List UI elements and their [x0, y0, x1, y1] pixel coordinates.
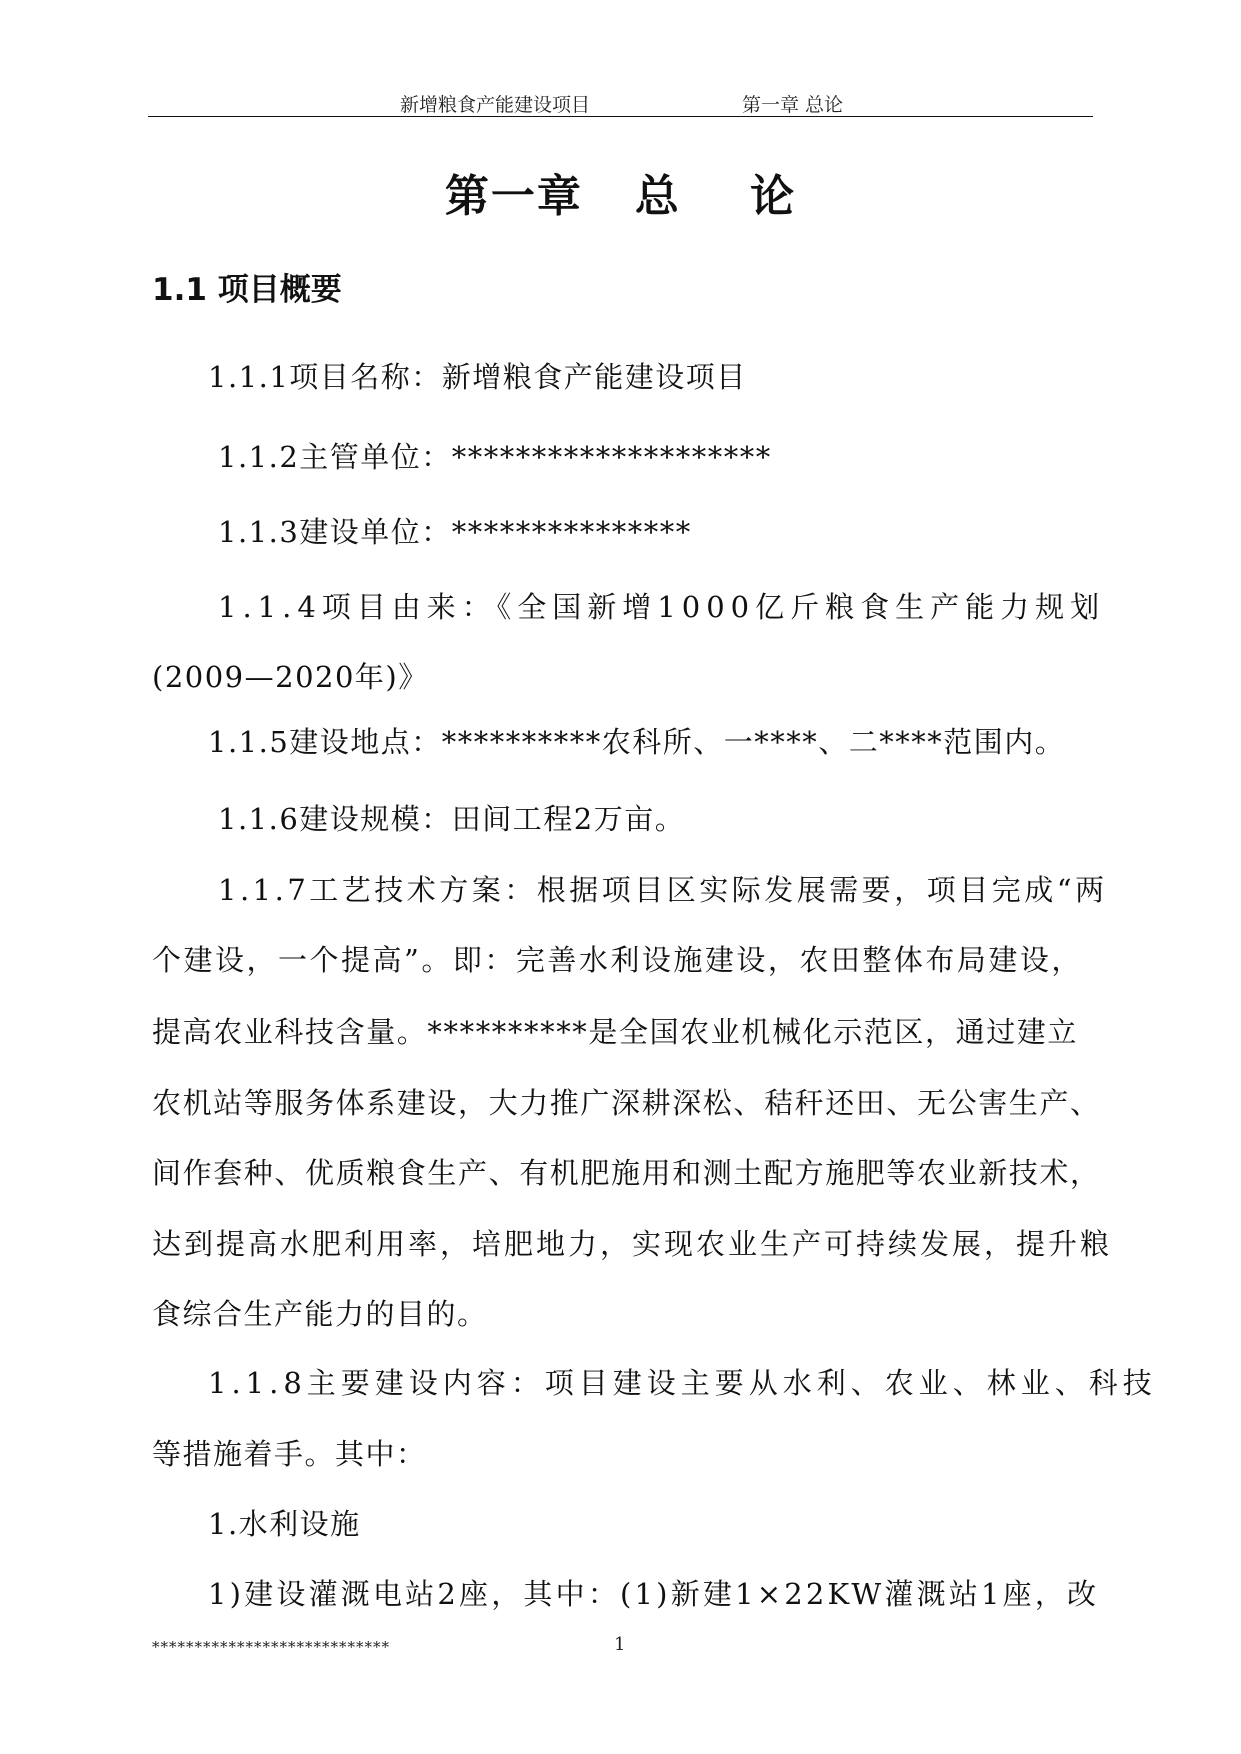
item-1-1-2: 1.1.2主管单位：********************: [218, 440, 772, 474]
running-header: [148, 86, 1093, 118]
header-chapter-name: 第一章 总论: [742, 94, 844, 116]
item-1-1-7-line-3: 提高农业科技含量。**********是全国农业机械化示范区，通过建立: [152, 1015, 1079, 1049]
item-1-1-7-line-2: 个建设，一个提高”。即：完善水利设施建设，农田整体布局建设，: [152, 943, 1083, 977]
item-1-1-8-line-1: 1.1.8主要建设内容：项目建设主要从水利、农业、林业、科技: [208, 1366, 1157, 1400]
footer-masked-text: ****************************: [152, 1638, 390, 1656]
item-1-1-1: 1.1.1项目名称：新增粮食产能建设项目: [208, 360, 747, 394]
item-1-1-5: 1.1.5建设地点：**********农科所、一****、二****范围内。: [208, 725, 1066, 759]
item-1-1-7-line-1: 1.1.7工艺技术方案：根据项目区实际发展需要，项目完成“两: [218, 873, 1108, 907]
item-1-1-7-line-4: 农机站等服务体系建设，大力推广深耕深松、秸秆还田、无公害生产、: [152, 1086, 1101, 1120]
item-1-1-3: 1.1.3建设单位：***************: [218, 515, 692, 549]
chapter-title: 第一章 总 论: [444, 171, 797, 222]
header-project-name: 新增粮食产能建设项目: [400, 94, 591, 116]
item-1-1-7-line-7: 食综合生产能力的目的。: [152, 1297, 488, 1331]
item-1-1-6: 1.1.6建设规模：田间工程2万亩。: [218, 802, 686, 836]
item-1-1-7-line-6: 达到提高水肥利用率，培肥地力，实现农业生产可持续发展，提升粮: [152, 1227, 1113, 1261]
item-1-1-4-line-2: (2009—2020年)》: [152, 660, 429, 694]
item-1-1-4-line-1: 1.1.4项目由来：《全国新增1000亿斤粮食生产能力规划: [218, 590, 1106, 624]
item-1-1-7-line-5: 间作套种、优质粮食生产、有机肥施用和测土配方施肥等农业新技术，: [152, 1156, 1101, 1190]
water-facilities-item-1: 1)建设灌溉电站2座，其中：(1)新建1×22KW灌溉站1座，改: [208, 1577, 1100, 1611]
water-facilities-heading: 1.水利设施: [208, 1507, 361, 1541]
page-number: 1: [614, 1634, 626, 1655]
header-rule: [148, 116, 1093, 117]
item-1-1-8-line-2: 等措施着手。其中：: [152, 1437, 427, 1471]
section-heading: 1.1 项目概要: [152, 272, 342, 308]
